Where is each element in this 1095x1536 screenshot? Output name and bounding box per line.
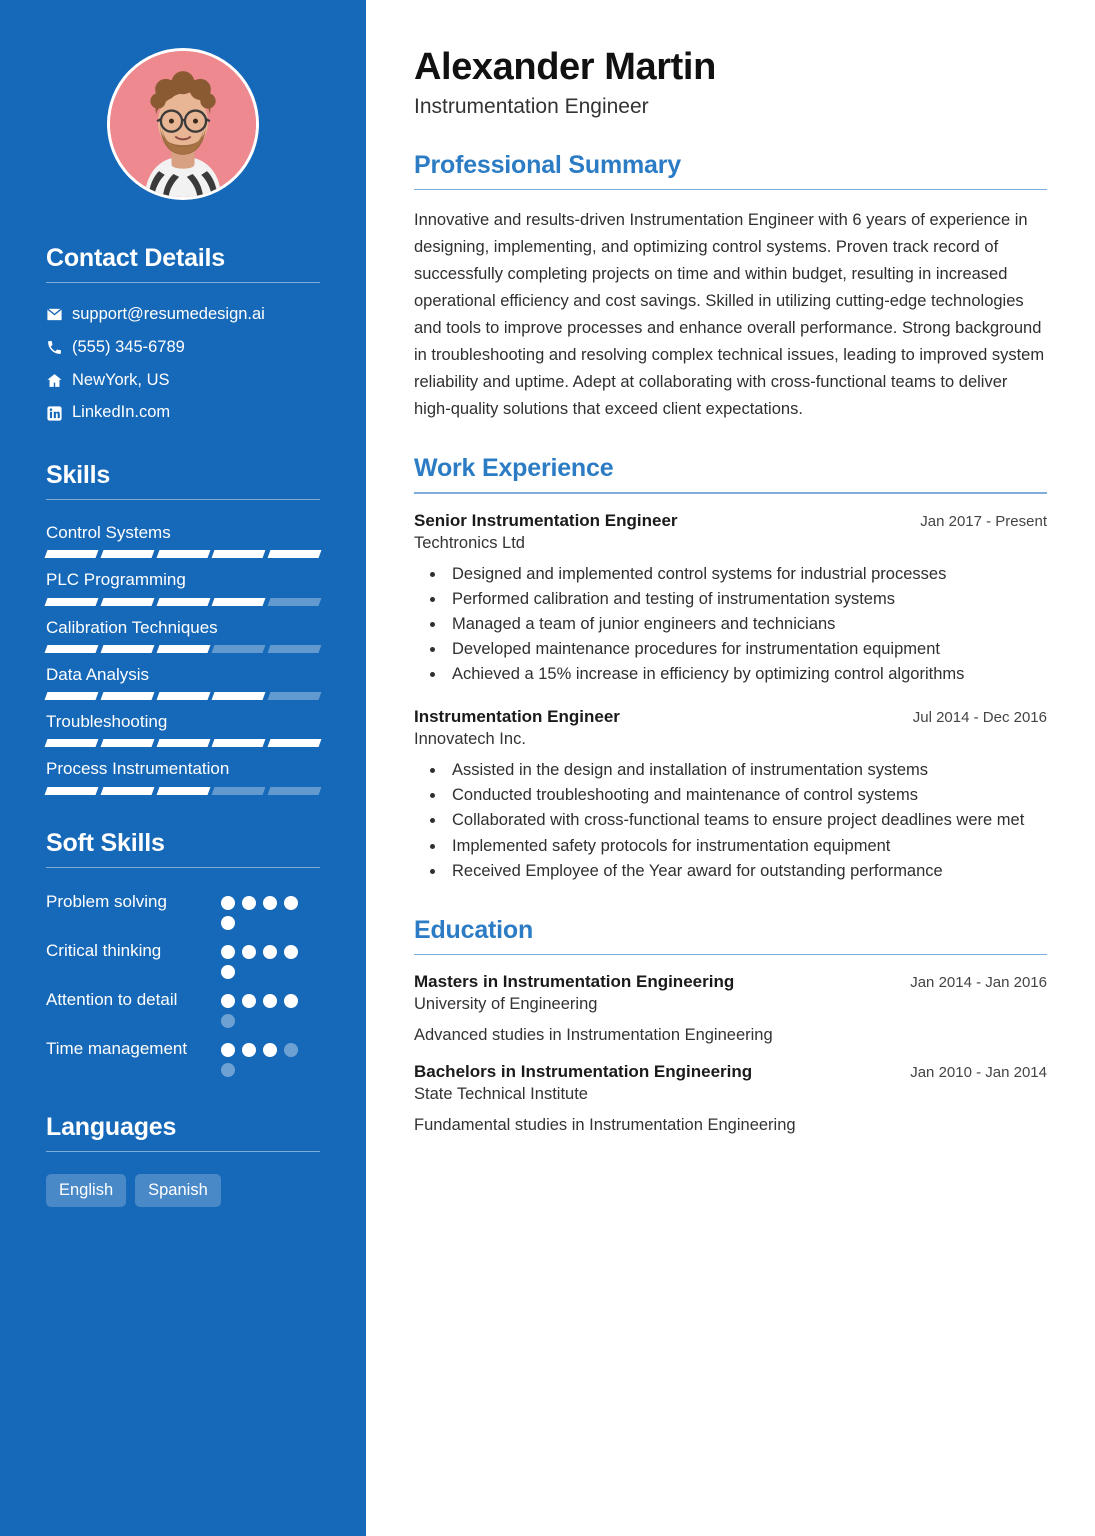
avatar — [107, 48, 259, 200]
linkedin-icon — [46, 405, 72, 422]
skill-level-bar — [46, 645, 320, 653]
skill-label: Data Analysis — [46, 664, 149, 684]
rating-dot — [263, 896, 277, 910]
rating-dot — [263, 1043, 277, 1057]
rating-dot — [221, 1043, 235, 1057]
contact-section — [46, 244, 320, 423]
experience-bullet: • Designed and implemented control systems for industrial processes — [446, 562, 1047, 587]
skill-segment — [212, 692, 266, 700]
contact-item-location[interactable] — [46, 371, 320, 391]
education-heading: Education — [414, 915, 534, 944]
contact-item-linkedin[interactable] — [46, 403, 320, 423]
experience-entry-header — [414, 511, 1047, 531]
skill-segment — [45, 739, 99, 747]
envelope-icon — [46, 306, 72, 323]
skill-segment — [268, 787, 322, 795]
soft-skill-rating — [221, 988, 313, 1028]
soft-skill-item — [46, 890, 320, 930]
education-entry — [414, 1062, 1047, 1135]
summary-section — [414, 151, 1047, 423]
experience-bullet: • Implemented safety protocols for instrumentation equipment — [446, 834, 1047, 859]
skill-segment — [212, 645, 266, 653]
sidebar — [0, 0, 366, 1536]
home-icon — [46, 372, 72, 389]
contact-phone-text: (555) 345-6789 — [72, 337, 185, 356]
language-chip[interactable]: English — [46, 1174, 126, 1207]
experience-company: Techtronics Ltd — [414, 533, 525, 552]
skill-segment — [268, 692, 322, 700]
avatar-container — [0, 48, 366, 200]
experience-date-range: Jul 2014 - Dec 2016 — [912, 709, 1047, 727]
languages-section — [46, 1113, 320, 1207]
rating-dot — [221, 1014, 235, 1028]
languages-heading: Languages — [46, 1112, 177, 1141]
soft-skills-heading: Soft Skills — [46, 828, 165, 857]
soft-skill-label: Time management — [46, 1038, 188, 1058]
education-institution: State Technical Institute — [414, 1085, 588, 1104]
soft-skill-label: Critical thinking — [46, 940, 162, 960]
skill-item — [46, 758, 320, 794]
rating-dot — [221, 1063, 235, 1077]
contact-divider — [46, 282, 320, 283]
education-list — [414, 972, 1047, 1135]
contact-item-email[interactable] — [46, 305, 320, 325]
skill-segment — [156, 550, 210, 558]
skill-segment — [156, 645, 210, 653]
soft-skill-label: Attention to detail — [46, 989, 178, 1009]
education-description: Fundamental studies in Instrumentation Engineering — [414, 1116, 796, 1135]
education-entry — [414, 972, 1047, 1045]
soft-skill-label: Problem solving — [46, 891, 167, 911]
user-photo-icon — [110, 51, 256, 197]
rating-dot — [284, 1043, 298, 1057]
skill-segment — [45, 550, 99, 558]
contact-item-phone[interactable] — [46, 338, 320, 358]
skill-segment — [268, 550, 322, 558]
skills-list — [46, 522, 320, 795]
rating-dot — [242, 994, 256, 1008]
contact-location-text: NewYork, US — [72, 370, 170, 389]
education-date-range: Jan 2014 - Jan 2016 — [910, 974, 1047, 992]
rating-dot — [284, 945, 298, 959]
skill-segment — [268, 739, 322, 747]
experience-bullet: • Assisted in the design and installation of instrumentation systems — [446, 758, 1047, 783]
education-section — [414, 916, 1047, 1136]
experience-bullet-list — [414, 758, 1047, 883]
experience-job-title: Senior Instrumentation Engineer — [414, 510, 678, 530]
soft-skills-divider — [46, 867, 320, 868]
contact-email-text: support@resumedesign.ai — [72, 305, 265, 323]
experience-divider — [414, 492, 1047, 494]
languages-divider — [46, 1151, 320, 1152]
skill-segment — [212, 550, 266, 558]
education-entry-header — [414, 972, 1047, 992]
experience-heading: Work Experience — [414, 454, 614, 483]
skill-item — [46, 569, 320, 605]
rating-dot — [221, 994, 235, 1008]
experience-company: Innovatech Inc. — [414, 730, 526, 749]
skill-item — [46, 617, 320, 653]
skill-segment — [268, 645, 322, 653]
skill-segment — [45, 645, 99, 653]
soft-skill-rating — [221, 890, 313, 930]
skill-segment — [100, 645, 154, 653]
education-degree: Bachelors in Instrumentation Engineering — [414, 1062, 753, 1082]
experience-bullet: • Performed calibration and testing of instrumentation systems — [446, 587, 1047, 612]
rating-dot — [242, 945, 256, 959]
skills-divider — [46, 499, 320, 500]
experience-bullet: • Collaborated with cross-functional teams to ensure project deadlines were met — [446, 808, 1047, 833]
experience-section — [414, 454, 1047, 883]
experience-entry-header — [414, 707, 1047, 727]
soft-skill-rating — [221, 939, 313, 979]
skill-level-bar — [46, 787, 320, 795]
skill-segment — [100, 598, 154, 606]
soft-skill-item — [46, 939, 320, 979]
education-divider — [414, 954, 1047, 956]
skill-item — [46, 664, 320, 700]
skill-label: PLC Programming — [46, 570, 186, 590]
rating-dot — [242, 1043, 256, 1057]
experience-list — [414, 511, 1047, 884]
page-title: Alexander Martin — [414, 46, 716, 88]
experience-bullet: • Managed a team of junior engineers and technicians — [446, 612, 1047, 637]
rating-dot — [263, 994, 277, 1008]
contact-heading: Contact Details — [46, 244, 225, 272]
contact-list — [46, 305, 320, 423]
skill-segment — [156, 692, 210, 700]
phone-icon — [46, 339, 72, 356]
rating-dot — [221, 945, 235, 959]
experience-bullet: • Achieved a 15% increase in efficiency by optimizing control algorithms — [446, 662, 1047, 687]
skills-heading: Skills — [46, 461, 111, 490]
experience-date-range: Jan 2017 - Present — [920, 512, 1047, 530]
skill-item — [46, 711, 320, 747]
skill-label: Process Instrumentation — [46, 759, 230, 779]
skill-segment — [100, 692, 154, 700]
rating-dot — [221, 965, 235, 979]
experience-entry — [414, 707, 1047, 883]
education-degree: Masters in Instrumentation Engineering — [414, 972, 735, 992]
experience-bullet: • Received Employee of the Year award for outstanding performance — [446, 859, 1047, 884]
experience-bullet: • Conducted troubleshooting and maintenance of control systems — [446, 783, 1047, 808]
experience-job-title: Instrumentation Engineer — [414, 707, 620, 727]
rating-dot — [242, 896, 256, 910]
skill-label: Troubleshooting — [46, 712, 168, 732]
skill-segment — [268, 598, 322, 606]
contact-linkedin-text: LinkedIn.com — [72, 403, 171, 422]
education-institution: University of Engineering — [414, 995, 598, 1014]
soft-skill-item — [46, 988, 320, 1028]
skill-segment — [100, 550, 154, 558]
language-chip[interactable]: Spanish — [135, 1174, 221, 1207]
skill-segment — [45, 787, 99, 795]
summary-heading: Professional Summary — [414, 150, 681, 179]
job-title: Instrumentation Engineer — [414, 94, 649, 118]
experience-bullet: • Developed maintenance procedures for instrumentation equipment — [446, 637, 1047, 662]
skill-level-bar — [46, 739, 320, 747]
skill-segment — [212, 598, 266, 606]
skill-segment — [212, 739, 266, 747]
education-description: Advanced studies in Instrumentation Engineering — [414, 1026, 773, 1045]
skill-segment — [45, 598, 99, 606]
skill-label: Control Systems — [46, 523, 171, 543]
rating-dot — [284, 896, 298, 910]
skill-level-bar — [46, 692, 320, 700]
rating-dot — [284, 994, 298, 1008]
skill-segment — [212, 787, 266, 795]
education-date-range: Jan 2010 - Jan 2014 — [910, 1064, 1047, 1082]
skill-level-bar — [46, 598, 320, 606]
language-chip-list — [46, 1174, 320, 1207]
skill-segment — [156, 598, 210, 606]
soft-skill-item — [46, 1037, 320, 1077]
soft-skills-section — [46, 829, 320, 1077]
summary-text: Innovative and results-driven Instrumentation Engineer with 6 years of experience in designing, implementing, and optimizing control systems. Proven track record of successfully completing projects on time and within budget, resulting in increased operational efficiency and cost savings. Skilled in utilizing cutting-edge technologies and tools to improve processes and enhance overall performance. Strong background in troubleshooting and resolving complex technical issues, leading to improved system reliability and uptime. Adept at collaborating with cross-functional teams to deliver high-quality solutions that exceed client expectations. — [414, 211, 1045, 418]
skill-segment — [100, 739, 154, 747]
skill-segment — [156, 739, 210, 747]
skill-segment — [100, 787, 154, 795]
skill-segment — [45, 692, 99, 700]
rating-dot — [221, 896, 235, 910]
skill-level-bar — [46, 550, 320, 558]
experience-bullet-list — [414, 562, 1047, 687]
skill-item — [46, 522, 320, 558]
rating-dot — [263, 945, 277, 959]
soft-skills-list — [46, 890, 320, 1077]
skill-label: Calibration Techniques — [46, 617, 218, 637]
experience-entry — [414, 511, 1047, 687]
soft-skill-rating — [221, 1037, 313, 1077]
skills-section — [46, 461, 320, 795]
rating-dot — [221, 916, 235, 930]
summary-divider — [414, 189, 1047, 191]
skill-segment — [156, 787, 210, 795]
main-content — [366, 0, 1095, 1536]
education-entry-header — [414, 1062, 1047, 1082]
